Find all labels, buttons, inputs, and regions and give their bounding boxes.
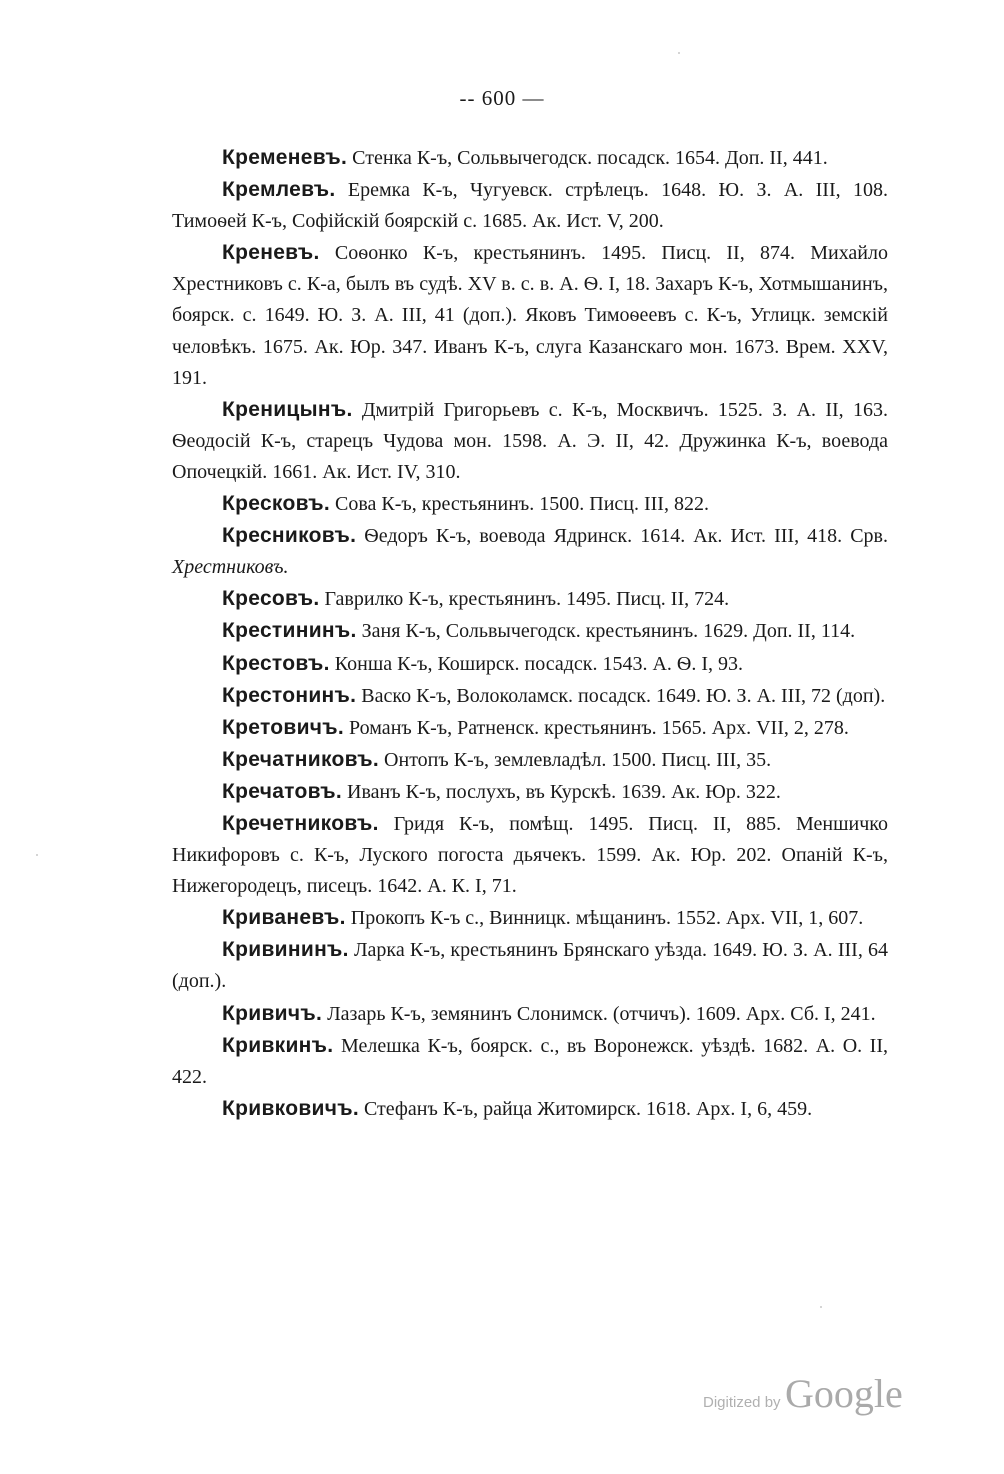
entry-headword: Креневъ. — [222, 241, 320, 265]
page-number: -- 600 — — [459, 86, 545, 110]
entry-headword: Кресковъ. — [222, 492, 331, 516]
entry-headword: Кривковичъ. — [222, 1096, 359, 1120]
scan-speck — [36, 854, 38, 856]
entry-headword: Кривичъ. — [222, 1001, 323, 1025]
entry-headword: Креницынъ. — [222, 397, 353, 421]
entry — [172, 998, 888, 1030]
entry — [172, 680, 888, 712]
entry-text: Онтопъ К-ъ, землевладѣл. 1500. Писц. III, 35. — [379, 748, 772, 771]
entry-headword: Крестовъ. — [222, 651, 330, 675]
entry — [172, 488, 888, 520]
entry — [172, 142, 888, 174]
entry — [172, 744, 888, 776]
google-logo: Google — [785, 1371, 903, 1416]
entry-text: Стенка К-ъ, Сольвычегодск. посадск. 1654. Доп. II, 441. — [347, 147, 828, 169]
entry — [172, 902, 888, 934]
scan-speck — [678, 52, 680, 54]
entry — [172, 520, 888, 583]
entry-text: Гридя К-ъ, помѣщ. 1495. Писц. II, 885. Меншичко Никифоровъ с. К-ъ, Луского погоста дьячекъ. 1599. Ак. Юр. 202. Опаній К-ъ, Нижегородецъ, писецъ. 1642. А. К. I, 71. — [172, 812, 888, 898]
entry — [172, 583, 888, 615]
entry-headword: Криваневъ. — [222, 906, 346, 930]
entry-headword: Кресовъ. — [222, 587, 320, 611]
entry-headword: Кречатниковъ. — [222, 747, 380, 771]
digitized-by-watermark — [703, 1370, 903, 1417]
entry-headword: Крестининъ. — [222, 619, 357, 643]
entry — [172, 712, 888, 744]
entry — [172, 776, 888, 808]
entry-headword: Кремлевъ. — [222, 178, 336, 202]
entry-text: Мелешка К-ъ, боярск. с., въ Воронежск. уѣздѣ. 1682. А. О. II, 422. — [172, 1034, 888, 1088]
entry — [172, 648, 888, 680]
entry — [172, 934, 888, 997]
entry-headword: Кретовичъ. — [222, 715, 345, 739]
entry — [172, 1030, 888, 1093]
entry-text: Васко К-ъ, Волоколамск. посадск. 1649. Ю. З. А. III, 72 (доп). — [356, 684, 886, 707]
entry — [172, 615, 888, 647]
digitized-label: Digitized by — [703, 1394, 781, 1411]
entry — [172, 237, 888, 393]
entry-text: Лазарь К-ъ, земянинъ Слонимск. (отчичъ). 1609. Арх. Сб. I, 241. — [322, 1002, 876, 1025]
entry-text: Заня К-ъ, Сольвычегодск. крестьянинъ. 1629. Доп. II, 114. — [356, 620, 856, 643]
entry-headword: Кречетниковъ. — [222, 811, 379, 835]
entry-text: Ларка К-ъ, крестьянинъ Брянскаго уѣзда. 1649. Ю. З. А. III, 64 (доп.). — [172, 939, 888, 993]
entry-headword: Кривкинъ. — [222, 1033, 334, 1057]
entry-text: Прокопъ К-ъ с., Винницк. мѣщанинъ. 1552. Арх. VII, 1, 607. — [345, 907, 864, 930]
entry-headword: Кременевъ. — [222, 146, 348, 169]
entry — [172, 808, 888, 902]
entry-text: Гаврилко К-ъ, крестьянинъ. 1495. Писц. II, 724. — [319, 588, 730, 611]
entry-text: Сова К-ъ, крестьянинъ. 1500. Писц. III, 822. — [330, 493, 709, 516]
entry-headword: Крестонинъ. — [222, 683, 357, 707]
entry — [172, 1093, 888, 1125]
entry-headword: Кривининъ. — [222, 938, 349, 962]
entry-text: Конша К-ъ, Коширск. посадск. 1543. А. Ѳ. I, 93. — [329, 652, 744, 675]
entry — [172, 174, 888, 237]
entry-cross-reference: Хрестниковъ. — [172, 556, 289, 579]
entry-text: Стефанъ К-ъ, райца Житомирск. 1618. Арх. I, 6, 459. — [358, 1097, 813, 1120]
entry-text: Ѳедоръ К-ъ, воевода Ядринск. 1614. Ак. Ист. III, 418. Срв. — [356, 525, 888, 548]
entry-text: Еремка К-ъ, Чугуевск. стрѣлецъ. 1648. Ю. З. А. III, 108. Тимоѳей К-ъ, Софійскій боярскій с. 1685. Ак. Ист. V, 200. — [172, 179, 888, 233]
entry-headword: Кречатовъ. — [222, 779, 343, 803]
entry-text: Романъ К-ъ, Ратненск. крестьянинъ. 1565. Арх. VII, 2, 278. — [344, 716, 849, 739]
entry-headword: Кресниковъ. — [222, 524, 357, 548]
dictionary-entries — [172, 142, 888, 1125]
entry-text: Соѳонко К-ъ, крестьянинъ. 1495. Писц. II, 874. Михайло Хрестниковъ с. К-а, былъ въ судѣ. XV в. с. в. А. Ѳ. I, 18. Захаръ К-ъ, Хотмышанинъ, боярск. с. 1649. Ю. З. А. III, 41 (доп.). Яковъ Тимоѳеевъ с. К-ъ, Углицк. земскій человѣкъ. 1675. Ак. Юр. 347. Иванъ К-ъ, слуга Казанскаго мон. 1673. Врем. XXV, 191. — [172, 242, 888, 389]
entry — [172, 394, 888, 488]
scan-speck — [820, 1306, 822, 1308]
entry-text: Дмитрій Григорьевъ с. К-ъ, Москвичъ. 1525. З. А. II, 163. Ѳеодосій К-ъ, старецъ Чудова мон. 1598. А. Э. II, 42. Дружинка К-ъ, воевода Опочецкій. 1661. Ак. Ист. IV, 310. — [172, 398, 888, 483]
entry-text: Иванъ К-ъ, послухъ, въ Курскѣ. 1639. Ак. Юр. 322. — [342, 780, 781, 803]
